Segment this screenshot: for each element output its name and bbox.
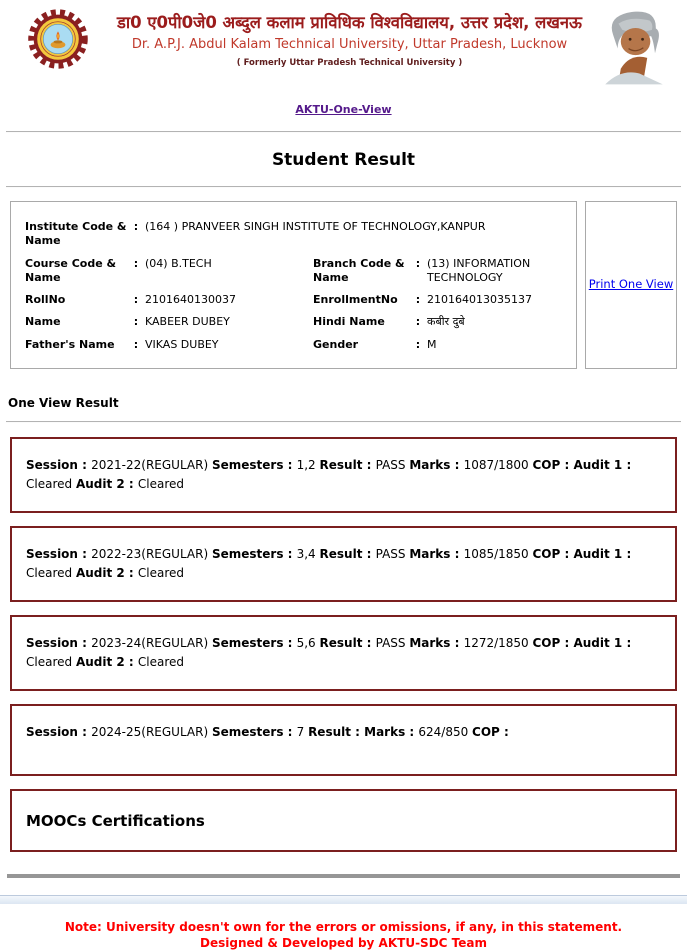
student-info-row	[23, 289, 566, 311]
student-info-section	[10, 201, 677, 369]
page-title: Student Result	[271, 150, 416, 170]
university-titles	[100, 7, 599, 68]
student-info-row	[23, 334, 566, 356]
info-value: M	[427, 337, 437, 351]
session-results-list	[0, 437, 687, 776]
divider	[6, 186, 681, 188]
student-info-row	[23, 216, 566, 253]
divider	[6, 421, 681, 423]
info-value: 210164013035137	[427, 293, 532, 307]
info-label: RollNo	[25, 293, 66, 307]
print-one-view-link[interactable]: Print One View	[588, 277, 674, 292]
info-colon: :	[133, 293, 139, 307]
info-label: Gender	[313, 337, 359, 351]
one-view-result-title: One View Result	[8, 396, 119, 411]
nav-link-row	[0, 98, 687, 117]
info-value: (13) INFORMATION TECHNOLOGY	[427, 256, 531, 284]
info-colon: :	[415, 256, 421, 270]
session-result-box: Session : 2024-25(REGULAR) Semesters : 7 Result : Marks : 624/850 COP :	[10, 704, 677, 776]
moocs-certifications-box	[10, 789, 677, 852]
info-label: Hindi Name	[313, 315, 385, 329]
divider-thick	[7, 874, 680, 878]
footer-note-line2: Designed & Developed by AKTU-SDC Team	[200, 936, 487, 951]
info-colon: :	[133, 256, 139, 270]
info-label: EnrollmentNo	[313, 293, 398, 307]
info-label: Institute Code & Name	[25, 220, 127, 248]
session-result-box: Session : 2021-22(REGULAR) Semesters : 1,2 Result : PASS Marks : 1087/1800 COP : Audit 1 : Cleared Audit 2 : Cleared	[10, 437, 677, 513]
session-result-box: Session : 2022-23(REGULAR) Semesters : 3,4 Result : PASS Marks : 1085/1850 COP : Audit 1 : Cleared Audit 2 : Cleared	[10, 526, 677, 602]
info-value: 2101640130037	[145, 293, 236, 307]
divider	[6, 131, 681, 133]
info-label: Name	[25, 315, 61, 329]
university-logo	[24, 7, 100, 75]
horizontal-scrollbar[interactable]	[0, 895, 687, 904]
info-label: Course Code & Name	[25, 256, 117, 284]
university-formerly-line: ( Formerly Uttar Pradesh Technical University )	[236, 57, 463, 68]
info-value: (04) B.TECH	[145, 256, 212, 270]
student-info-row	[23, 253, 566, 290]
info-value: कबीर दुबे	[427, 315, 465, 329]
apj-abdul-kalam-portrait-icon	[599, 7, 669, 87]
info-colon: :	[133, 337, 139, 351]
university-header	[0, 0, 687, 91]
session-result-box: Session : 2023-24(REGULAR) Semesters : 5,6 Result : PASS Marks : 1272/1850 COP : Audit 1 : Cleared Audit 2 : Cleared	[10, 615, 677, 691]
info-colon: :	[415, 315, 421, 329]
student-info-table	[23, 216, 566, 356]
student-info-box	[10, 201, 577, 369]
info-value: (164 ) PRANVEER SINGH INSTITUTE OF TECHNOLOGY,KANPUR	[145, 220, 486, 233]
info-colon: :	[133, 315, 139, 329]
student-info-row	[23, 311, 566, 333]
moocs-certifications-title: MOOCs Certifications	[26, 812, 205, 831]
university-title-english: Dr. A.P.J. Abdul Kalam Technical University, Uttar Pradesh, Lucknow	[131, 36, 568, 52]
aktu-one-view-link[interactable]: AKTU-One-View	[295, 103, 392, 116]
info-colon: :	[133, 220, 139, 233]
info-label: Branch Code & Name	[313, 256, 405, 284]
print-one-view-box	[585, 201, 677, 369]
info-value: VIKAS DUBEY	[145, 337, 219, 351]
info-label: Father's Name	[25, 337, 115, 351]
footer-note	[0, 919, 687, 951]
kalam-portrait	[599, 7, 671, 91]
info-value: KABEER DUBEY	[145, 315, 230, 329]
info-colon: :	[415, 337, 421, 351]
university-emblem-icon	[24, 7, 92, 71]
university-title-hindi: डा0 ए0पी0जे0 अब्दुल कलाम प्राविधिक विश्वविद्यालय, उत्तर प्रदेश, लखनऊ	[117, 13, 582, 32]
footer-note-line1: Note: University doesn't own for the errors or omissions, if any, in this statement.	[64, 920, 623, 935]
info-colon: :	[415, 293, 421, 307]
